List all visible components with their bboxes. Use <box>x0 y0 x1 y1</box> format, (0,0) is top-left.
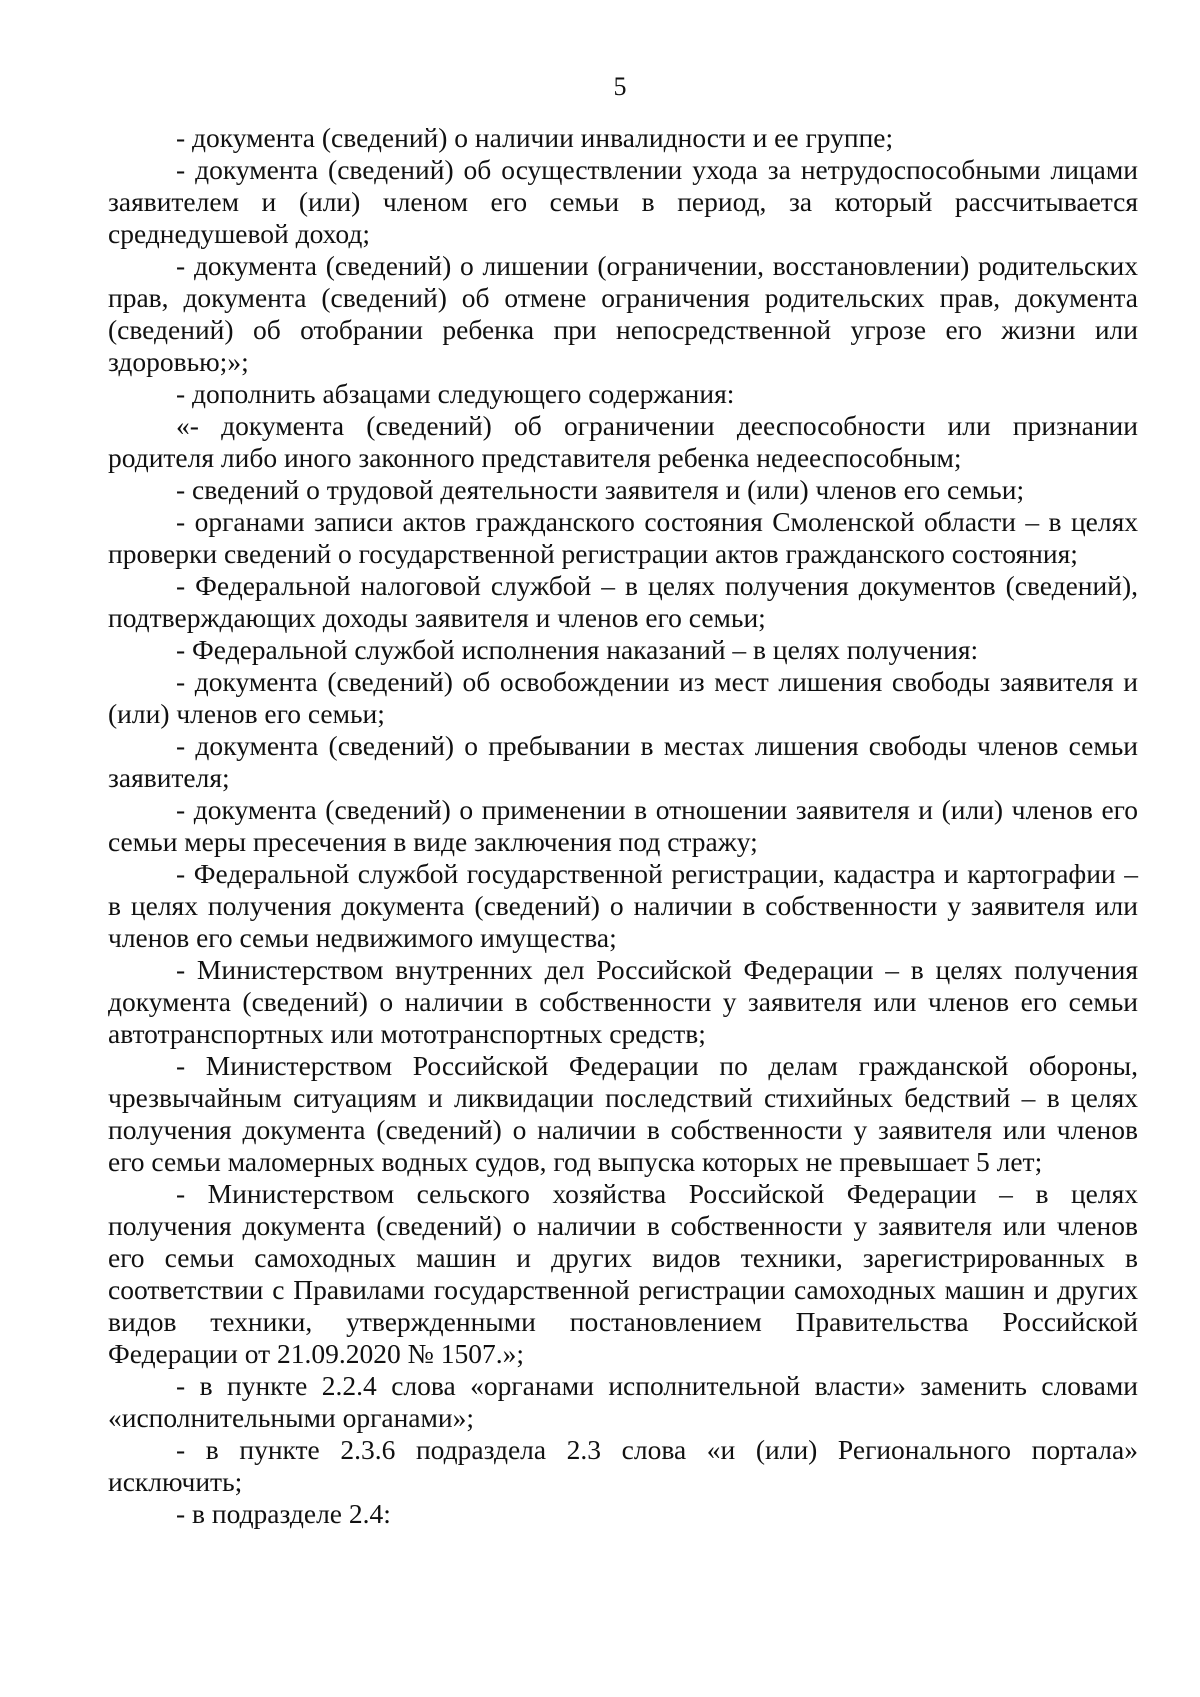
paragraph: - в пункте 2.2.4 слова «органами исполнительной власти» заменить словами «исполнительными органами»; <box>108 1370 1138 1433</box>
paragraph: - в пункте 2.3.6 подраздела 2.3 слова «и (или) Регионального портала» исключить; <box>108 1434 1138 1497</box>
paragraph: - документа (сведений) о пребывании в местах лишения свободы членов семьи заявителя; <box>108 730 1138 793</box>
paragraph: - Министерством Российской Федерации по делам гражданской обороны, чрезвычайным ситуациям и ликвидации последствий стихийных бедствий – в целях получения документа (сведений) о наличии в собственности у заявителя или членов его семьи маломерных водных судов, год выпуска которых не превышает 5 лет; <box>108 1050 1138 1177</box>
paragraph: - документа (сведений) о применении в отношении заявителя и (или) членов его семьи меры пресечения в виде заключения под стражу; <box>108 794 1138 857</box>
page-number: 5 <box>613 72 627 101</box>
paragraph: - документа (сведений) об освобождении из мест лишения свободы заявителя и (или) членов его семьи; <box>108 666 1138 729</box>
paragraph: - Федеральной службой исполнения наказаний – в целях получения: <box>176 634 979 665</box>
paragraph: - Федеральной налоговой службой – в целях получения документов (сведений), подтверждающих доходы заявителя и членов его семьи; <box>108 570 1138 633</box>
paragraph: «- документа (сведений) об ограничении дееспособности или признании родителя либо иного законного представителя ребенка недееспособным; <box>108 410 1138 473</box>
paragraph: - документа (сведений) о наличии инвалидности и ее группе; <box>176 122 894 153</box>
paragraph: - Федеральной службой государственной регистрации, кадастра и картографии – в целях получения документа (сведений) о наличии в собственности у заявителя или членов его семьи недвижимого имущества; <box>108 858 1138 953</box>
paragraph: - документа (сведений) о лишении (ограничении, восстановлении) родительских прав, документа (сведений) об отмене ограничения родительских прав, документа (сведений) об отобрании ребенка при непосредственной угрозе его жизни или здоровью;»; <box>108 250 1138 377</box>
paragraph: - дополнить абзацами следующего содержания: <box>176 378 735 409</box>
document-body <box>108 122 1138 1530</box>
paragraph: - документа (сведений) об осуществлении ухода за нетрудоспособными лицами заявителем и (или) членом его семьи в период, за который рассчитывается среднедушевой доход; <box>108 154 1138 249</box>
paragraph: - органами записи актов гражданского состояния Смоленской области – в целях проверки сведений о государственной регистрации актов гражданского состояния; <box>108 506 1138 569</box>
paragraph: - в подразделе 2.4: <box>176 1498 391 1529</box>
paragraph: - сведений о трудовой деятельности заявителя и (или) членов его семьи; <box>176 474 1025 505</box>
paragraph: - Министерством сельского хозяйства Российской Федерации – в целях получения документа (сведений) о наличии в собственности у заявителя или членов его семьи самоходных машин и других видов техники, зарегистрированных в соответствии с Правилами государственной регистрации самоходных машин и других видов техники, утвержденными постановлением Правительства Российской Федерации от 21.09.2020 № 1507.»; <box>108 1178 1138 1369</box>
paragraph: - Министерством внутренних дел Российской Федерации – в целях получения документа (сведений) о наличии в собственности у заявителя или членов его семьи автотранспортных или мототранспортных средств; <box>108 954 1138 1049</box>
